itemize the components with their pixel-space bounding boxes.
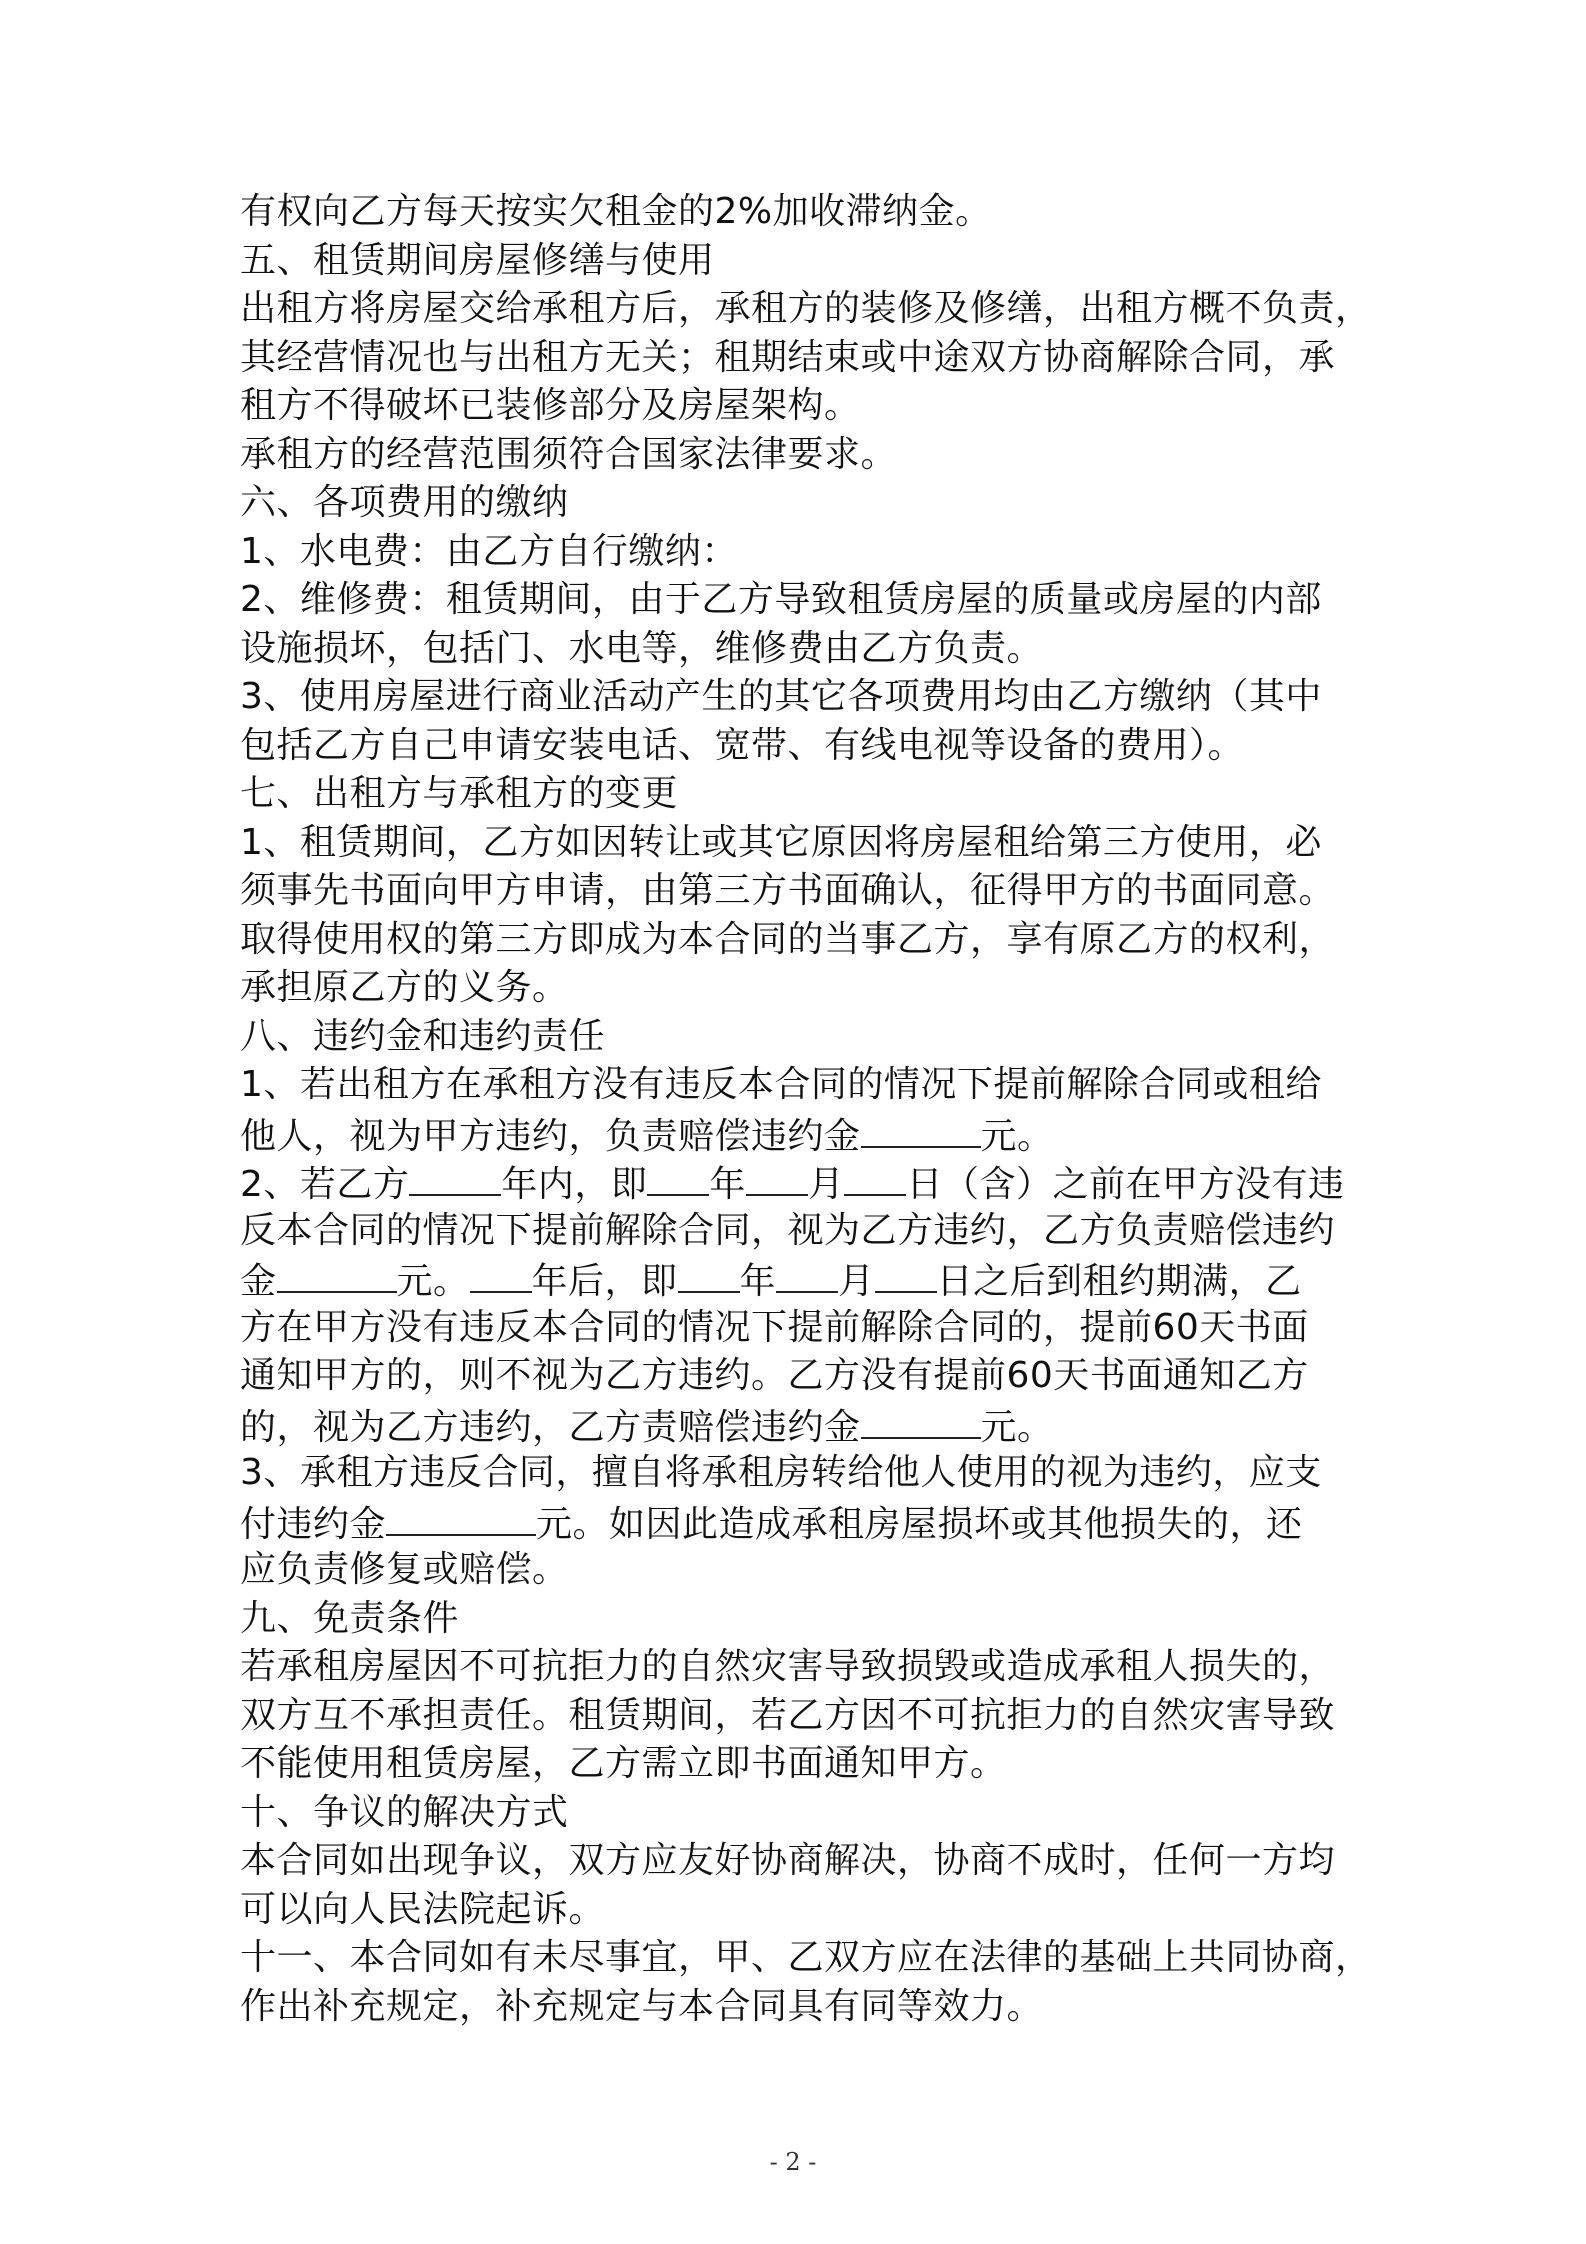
text-segment: 元。 bbox=[396, 1261, 470, 1302]
paragraph-line-with-blank bbox=[240, 1110, 1360, 1159]
text-segment: 年后，即 bbox=[531, 1261, 678, 1302]
paragraph-line: 2、维修费：租赁期间，由于乙方导致租赁房屋的质量或房屋的内部 bbox=[240, 579, 1322, 620]
section-heading-5: 五、租赁期间房屋修缮与使用 bbox=[240, 239, 715, 281]
paragraph-line: 3、承租方违反合同，擅自将承租房转给他人使用的视为违约，应支 bbox=[240, 1452, 1322, 1493]
paragraph-line: 1、租赁期间，乙方如因转让或其它原因将房屋租给第三方使用，必 bbox=[240, 821, 1322, 863]
fill-in-blank bbox=[875, 1255, 937, 1293]
paragraph-line: 承租方的经营范围须符合国家法律要求。 bbox=[240, 433, 898, 475]
paragraph-line: 通知甲方的，则不视为乙方违约。乙方没有提前60天书面通知乙方 bbox=[240, 1355, 1309, 1396]
text-segment: 金 bbox=[240, 1261, 277, 1302]
text-segment: 年 bbox=[739, 1261, 777, 1302]
contract-body bbox=[240, 188, 1372, 2031]
paragraph-line: 可以向人民法院起诉。 bbox=[240, 1888, 606, 1930]
text-segment: 日之后到租约期满，乙 bbox=[936, 1261, 1302, 1302]
paragraph-line: 出租方将房屋交给承租方后，承租方的装修及修缮，出租方概不负责， bbox=[240, 288, 1372, 329]
text-segment: 付违约金 bbox=[240, 1503, 387, 1545]
section-heading-10: 十、争议的解决方式 bbox=[240, 1791, 569, 1833]
paragraph-line: 本合同如出现争议，双方应友好协商解决，协商不成时，任何一方均 bbox=[240, 1840, 1336, 1881]
fill-in-blank bbox=[277, 1255, 397, 1293]
text-segment: 他人，视为甲方违约，负责赔偿违约金 bbox=[240, 1115, 861, 1157]
text-segment: 元。 bbox=[980, 1406, 1054, 1448]
text-segment: 年内，即 bbox=[501, 1164, 648, 1205]
fill-in-blank bbox=[861, 1401, 981, 1439]
paragraph-line: 有权向乙方每天按实欠租金的2%加收滞纳金。 bbox=[240, 191, 992, 232]
text-segment: 元。 bbox=[980, 1115, 1054, 1157]
text-segment: 年 bbox=[709, 1164, 746, 1205]
paragraph-line: 其经营情况也与出租方无关；租期结束或中途双方协商解除合同，承 bbox=[240, 336, 1336, 378]
paragraph-line: 作出补充规定，补充规定与本合同具有同等效力。 bbox=[240, 1985, 1044, 2027]
paragraph-line-with-blank bbox=[240, 1401, 1360, 1450]
section-heading-11: 十一、本合同如有未尽事宜，甲、乙双方应在法律的基础上共同协商， bbox=[240, 1937, 1372, 1978]
text-segment: 日（含）之前在甲方没有违 bbox=[906, 1164, 1345, 1205]
paragraph-line: 双方互不承担责任。租赁期间，若乙方因不可抗拒力的自然灾害导致 bbox=[240, 1694, 1336, 1736]
text-segment: 月 bbox=[838, 1261, 875, 1302]
paragraph-line: 应负责修复或赔偿。 bbox=[240, 1549, 569, 1590]
paragraph-line: 承担原乙方的义务。 bbox=[240, 967, 569, 1008]
section-heading-7: 七、出租方与承租方的变更 bbox=[240, 773, 679, 814]
fill-in-blank bbox=[776, 1255, 838, 1293]
page-number: - 2 - bbox=[769, 2148, 817, 2176]
paragraph-line: 1、若出租方在承租方没有违反本合同的情况下提前解除合同或租给 bbox=[240, 1064, 1322, 1105]
text-segment: 2、若乙方 bbox=[240, 1164, 410, 1205]
section-heading-6: 六、各项费用的缴纳 bbox=[240, 482, 569, 523]
paragraph-line: 方在甲方没有违反本合同的情况下提前解除合同的，提前60天书面 bbox=[240, 1306, 1309, 1348]
text-segment: 的，视为乙方违约，乙方责赔偿违约金 bbox=[240, 1406, 861, 1448]
paragraph-line: 若承租房屋因不可抗拒力的自然灾害导致损毁或造成承租人损失的， bbox=[240, 1646, 1336, 1687]
paragraph-line: 须事先书面向甲方申请，由第三方书面确认，征得甲方的书面同意。 bbox=[240, 870, 1336, 911]
section-heading-9: 九、免责条件 bbox=[240, 1597, 460, 1639]
fill-in-blank bbox=[678, 1255, 740, 1293]
fill-in-blank bbox=[861, 1110, 981, 1148]
fill-in-blank bbox=[746, 1158, 808, 1196]
section-heading-8: 八、违约金和违约责任 bbox=[240, 1015, 606, 1057]
paragraph-line: 包括乙方自己申请安装电话、宽带、有线电视等设备的费用）。 bbox=[240, 724, 1245, 766]
paragraph-line: 租方不得破坏已装修部分及房屋架构。 bbox=[240, 385, 861, 426]
text-segment: 元。如因此造成承租房屋损坏或其他损失的，还 bbox=[536, 1503, 1303, 1545]
paragraph-line: 设施损坏，包括门、水电等，维修费由乙方负责。 bbox=[240, 627, 1044, 669]
paragraph-line: 取得使用权的第三方即成为本合同的当事乙方，享有原乙方的权利， bbox=[240, 918, 1336, 960]
fill-in-blank bbox=[844, 1158, 906, 1196]
paragraph-line: 3、使用房屋进行商业活动产生的其它各项费用均由乙方缴纳（其中 bbox=[240, 676, 1322, 717]
paragraph-line-with-blanks bbox=[240, 1158, 1360, 1207]
paragraph-line: 1、水电费：由乙方自行缴纳： bbox=[240, 530, 738, 572]
text-segment: 月 bbox=[807, 1164, 845, 1205]
paragraph-line: 不能使用租赁房屋，乙方需立即书面通知甲方。 bbox=[240, 1743, 1007, 1784]
paragraph-line-with-blanks bbox=[240, 1255, 1360, 1304]
fill-in-blank bbox=[409, 1158, 501, 1196]
paragraph-line: 反本合同的情况下提前解除合同，视为乙方违约，乙方负责赔偿违约 bbox=[240, 1209, 1336, 1251]
fill-in-blank bbox=[386, 1498, 536, 1536]
fill-in-blank bbox=[470, 1255, 532, 1293]
fill-in-blank bbox=[647, 1158, 709, 1196]
paragraph-line-with-blank bbox=[240, 1498, 1360, 1547]
